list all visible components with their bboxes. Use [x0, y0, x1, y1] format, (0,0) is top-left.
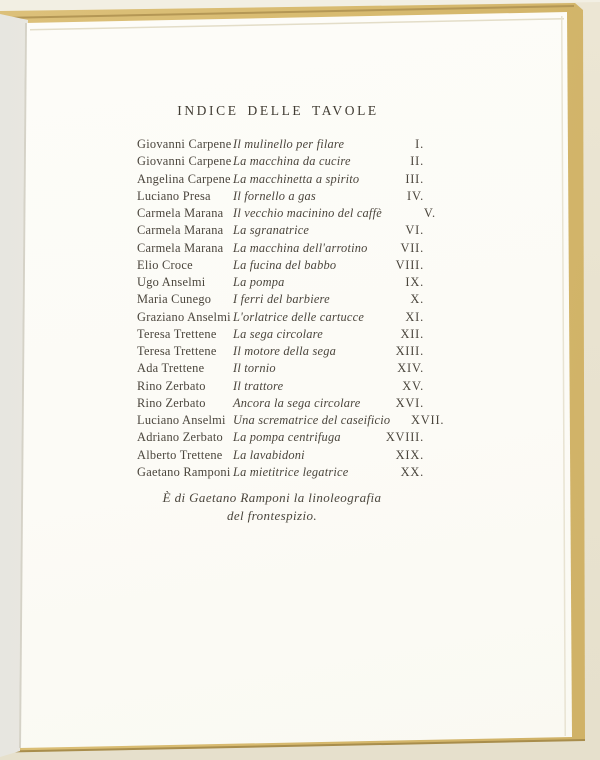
plate-work-title: La macchina dell'arrotino — [233, 240, 368, 255]
plate-row — [137, 464, 424, 481]
plate-author: Rino Zerbato — [137, 395, 206, 410]
plate-author: Adriano Zerbato — [137, 430, 223, 445]
plate-row — [137, 153, 424, 170]
plate-row — [137, 188, 424, 205]
page-title: INDICE DELLE TAVOLE — [177, 103, 379, 118]
plate-numeral: II. — [410, 154, 424, 169]
plate-work-title: Una scrematrice del caseificio — [233, 413, 391, 427]
plate-author: Carmela Marana — [137, 240, 224, 255]
plate-author: Ada Trettene — [137, 361, 205, 376]
plate-numeral: VII. — [400, 240, 424, 255]
plate-row — [137, 378, 424, 395]
plate-row — [137, 274, 424, 291]
plate-work-title: La fucina del babbo — [233, 257, 337, 272]
plate-work-title: La sgranatrice — [233, 223, 310, 238]
plate-work-title: Il vecchio macinino del caffè — [233, 206, 382, 220]
plate-author: Elio Croce — [137, 257, 193, 272]
plate-author: Maria Cunego — [137, 292, 212, 307]
plate-row — [137, 240, 424, 257]
plate-row — [137, 205, 436, 222]
plate-numeral: X. — [410, 292, 424, 307]
plate-numeral: XIV. — [397, 361, 424, 376]
plate-work-title: I ferri del barbiere — [233, 292, 330, 307]
plate-work-title: La pompa — [233, 275, 285, 289]
colophon-line-2: del frontespizio. — [226, 508, 318, 523]
plate-work-title: La pompa centrifuga — [233, 430, 341, 445]
plate-numeral: XIII. — [395, 344, 424, 358]
plate-author: Carmela Marana — [137, 206, 224, 220]
plate-author: Gaetano Ramponi — [137, 464, 231, 479]
plate-work-title: Il fornello a gas — [233, 188, 316, 203]
plate-row — [137, 309, 424, 326]
plate-author: Luciano Presa — [137, 188, 211, 203]
plate-numeral: XIX. — [395, 447, 424, 462]
plate-numeral: XI. — [405, 309, 424, 324]
plate-author: Carmela Marana — [137, 223, 224, 238]
plate-work-title: Ancora la sega circolare — [233, 395, 361, 410]
plate-numeral: XVI. — [395, 395, 424, 410]
plate-work-title: La lavabidoni — [233, 447, 305, 462]
plate-numeral: IX. — [405, 275, 424, 289]
plate-author: Angelina Carpene — [137, 171, 231, 186]
plate-work-title: Il mulinello per filare — [233, 137, 345, 151]
plate-author: Graziano Anselmi — [137, 309, 231, 324]
plate-row — [137, 171, 424, 188]
plate-row — [137, 412, 445, 429]
plate-row — [137, 447, 424, 464]
plate-numeral: XV. — [402, 378, 424, 393]
plate-row — [137, 395, 424, 412]
plate-work-title: Il motore della sega — [233, 344, 336, 358]
plate-row — [137, 326, 424, 343]
plate-work-title: Il tornio — [233, 361, 276, 376]
plate-numeral: IV. — [407, 188, 424, 203]
plate-work-title: La sega circolare — [233, 326, 323, 341]
plates-table — [137, 136, 445, 481]
colophon-line-1: È di Gaetano Ramponi la linoleografia — [162, 490, 382, 505]
plate-row — [137, 222, 424, 239]
plate-author: Teresa Trettene — [137, 326, 217, 341]
plate-numeral: VIII. — [395, 257, 424, 272]
plate-author: Alberto Trettene — [137, 447, 223, 462]
plate-work-title: La macchinetta a spirito — [233, 171, 360, 186]
plate-author: Giovanni Carpene — [137, 137, 232, 151]
plate-row — [137, 360, 424, 377]
plate-numeral: I. — [415, 137, 424, 151]
plate-row — [137, 343, 424, 360]
plate-row — [137, 136, 424, 153]
plate-numeral: III. — [405, 171, 424, 186]
plate-work-title: Il trattore — [233, 378, 284, 393]
plate-numeral: XII. — [400, 326, 424, 341]
plate-author: Teresa Trettene — [137, 344, 217, 358]
plate-numeral: XVII. — [411, 413, 445, 427]
plate-author: Rino Zerbato — [137, 378, 206, 393]
plate-author: Giovanni Carpene — [137, 154, 232, 169]
plate-numeral: V. — [423, 206, 436, 220]
plate-author: Luciano Anselmi — [137, 413, 226, 427]
plate-author: Ugo Anselmi — [137, 275, 206, 289]
colophon — [72, 489, 472, 525]
plate-work-title: La mietitrice legatrice — [233, 464, 349, 479]
plate-numeral: XX. — [400, 464, 424, 479]
plate-numeral: XVIII. — [385, 430, 424, 445]
plate-numeral: VI. — [405, 223, 424, 238]
plate-row — [137, 291, 424, 308]
plate-work-title: La macchina da cucire — [233, 154, 351, 169]
plate-row — [137, 257, 424, 274]
plate-work-title: L'orlatrice delle cartucce — [233, 309, 365, 324]
plate-row — [137, 429, 424, 446]
